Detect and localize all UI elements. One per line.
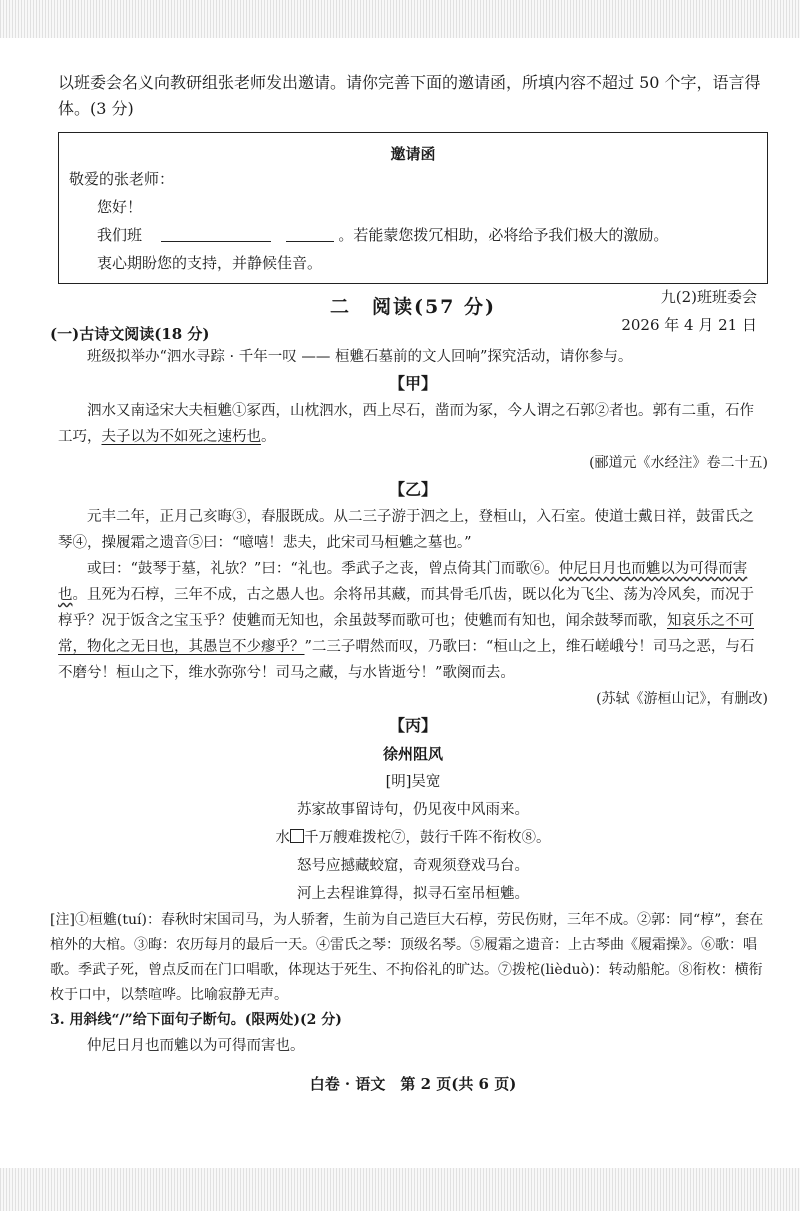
jia-underlined: 夫子以为不如死之速朽也 <box>101 429 261 445</box>
question-sentence: 仲尼日月也而魋以为可得而害也。 <box>87 1038 305 1054</box>
intro-instruction: 以班委会名义向教研组张老师发出邀请。请你完善下面的邀请函，所填内容不超过 50 个字，语言得体。(3 分) <box>58 73 761 118</box>
poem-line-4: 河上去程谁算得，拟寻石室吊桓魋。 <box>297 886 529 902</box>
passage-yi-p1: 元丰二年，正月己亥晦③，春服既成。从二三子游于泗之上，登桓山，入石室。使道士戴日祥，鼓雷氏之琴④，操履霜之遗音⑤曰：“噫嘻！悲夫，此宋司马桓魋之墓也。” <box>58 509 754 551</box>
question-3: 3. 用斜线“/”给下面句子断句。(限两处)(2 分) <box>50 1012 342 1028</box>
poem-line-2-rest: 千万艘难拨柁⑦，鼓行千阵不衔枚⑧。 <box>304 830 551 846</box>
yi-underlined: 知哀乐之不可常，物化之无日也，其愚岂不少瘳乎？ <box>58 613 754 655</box>
activity-text: 班级拟举办“泗水寻踪 · 千年一叹 —— 桓魋石墓前的文人回响”探究活动，请你参与。 <box>87 349 633 365</box>
poem-title: 徐州阻风 <box>382 745 443 763</box>
answer-blank-1[interactable] <box>161 225 271 242</box>
annotations: [注]①桓魋(tuí)：春秋时宋国司马，为人骄奢，生前为自己造巨大石椁，劳民伤财，三年不成。②郭：同“椁”，套在棺外的大棺。③晦：农历每月的最后一天。④雷氏之琴：顶级名琴。⑤履霜之遗音：上古琴曲《履霜操》。⑥歌：唱歌。季武子死，曾点反而在门口唱歌，体现达于死生、不拘俗礼的旷达。⑦拨柁(lièduò)：转动船舵。⑧衔枚：横衔枚于口中，以禁喧哗。比喻寂静无声。 <box>50 912 764 1003</box>
jia-text: 泗水又南迳宋大夫桓魋①冢西，山枕泗水，西上尽石，凿而为冢，今人谓之石郭②者也。郭有二重，石作工巧， <box>58 403 754 445</box>
passage-bing-mark: 【丙】 <box>388 716 437 735</box>
answer-blank-2[interactable] <box>286 225 334 242</box>
passage-jia-mark: 【甲】 <box>388 374 437 393</box>
reading-body <box>58 344 768 908</box>
scan-noise-bottom <box>0 1168 800 1211</box>
passage-yi-source: (苏轼《游桓山记》，有删改) <box>596 691 768 707</box>
sub-heading: (一)古诗文阅读(18 分) <box>50 325 210 343</box>
yi-p2-a: 或曰：“鼓琴于墓，礼欤？”曰：“礼也。季武子之丧，曾点倚其门而歌⑥。 <box>87 561 559 577</box>
passage-yi-p2 <box>58 556 768 686</box>
section-heading: 二 阅读(57 分) <box>329 296 497 318</box>
letter-body-end: 。若能蒙您拨冗相助，必将给予我们极大的激励。 <box>338 226 669 244</box>
yi-p2-b: 。且死为石椁，三年不成，古之愚人也。余将吊其藏，而其骨毛爪齿，既以化为飞尘、荡为冷风矣，而况于椁乎？况于饭含之宝玉乎？使魋而无知也，余虽鼓琴而歌可也；使魋而有知也，闻余鼓琴而歌， <box>58 587 754 629</box>
passage-jia <box>58 398 768 450</box>
poem-line-2-prefix: 水 <box>275 830 290 846</box>
passage-jia-source: (郦道元《水经注》卷二十五) <box>589 455 768 471</box>
exam-page <box>50 70 768 1094</box>
letter-greeting: 您好！ <box>97 198 143 216</box>
yi-p2-c: ”二三子喟然而叹，乃歌曰：“桓山之上，维石嵯峨兮！司马之恶，与石不磨兮！桓山之下，维水弥弥兮！司马之藏，与水皆逝兮！”歌阕而去。 <box>58 639 755 681</box>
poem-line-3: 怒号应撼藏蛟窟，奇观须登戏马台。 <box>297 858 529 874</box>
poem-line-2 <box>58 824 768 852</box>
page-footer: 白卷 · 语文 第 2 页(共 6 页) <box>309 1075 517 1093</box>
missing-character-box[interactable] <box>290 829 304 843</box>
letter-body <box>69 221 757 249</box>
letter-title: 邀请函 <box>390 145 436 163</box>
letter-signer: 九(2)班班委会 <box>660 288 757 306</box>
letter-closing: 衷心期盼您的支持，并静候佳音。 <box>97 254 323 272</box>
scan-noise-top <box>0 0 800 38</box>
poem-line-1: 苏家故事留诗句，仍见夜中风雨来。 <box>297 802 529 818</box>
poem-author: [明]吴宽 <box>385 774 441 790</box>
jia-end: 。 <box>261 429 276 445</box>
letter-salutation: 敬爱的张老师： <box>69 170 175 188</box>
passage-yi-mark: 【乙】 <box>388 480 437 499</box>
letter-body-start: 我们班 <box>97 226 143 244</box>
letter-date: 2026 年 4 月 21 日 <box>621 316 757 334</box>
yi-wavy-sentence: 仲尼日月也而魋以为可得而害也 <box>58 561 748 603</box>
